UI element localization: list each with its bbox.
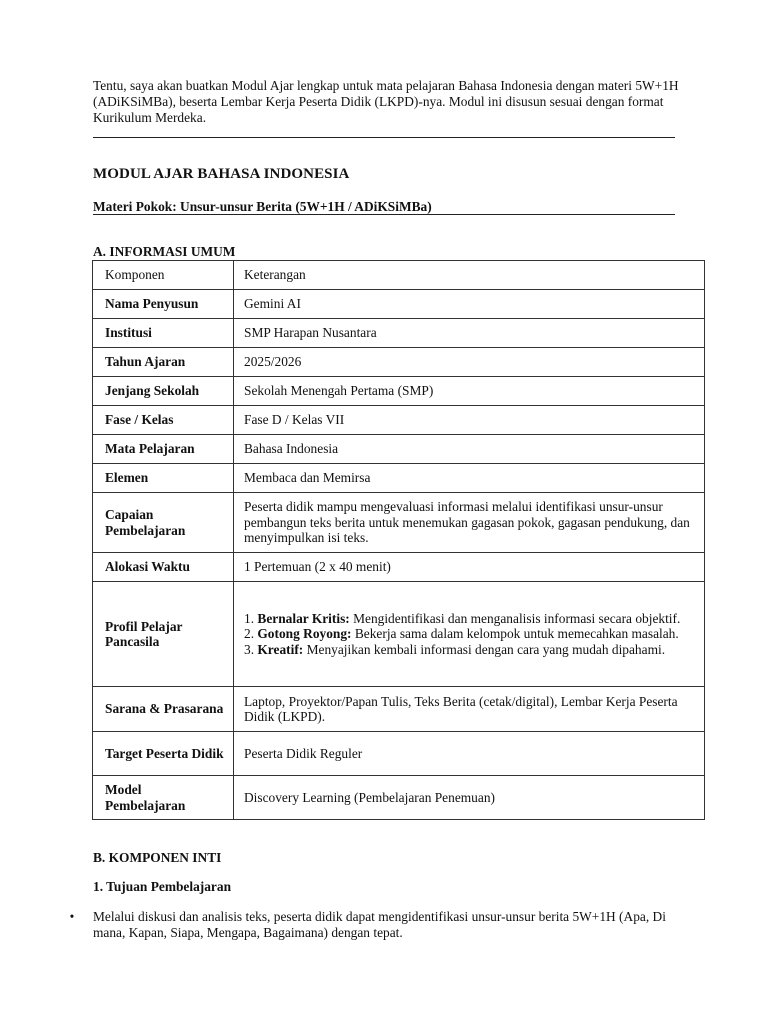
row-label: Alokasi Waktu — [93, 553, 234, 582]
table-header-row — [93, 261, 705, 290]
table-row — [93, 319, 705, 348]
table-row — [93, 464, 705, 493]
table-row — [93, 553, 705, 582]
table-row — [93, 493, 705, 553]
table-row — [93, 732, 705, 776]
intro-paragraph: Tentu, saya akan buatkan Modul Ajar lengkap untuk mata pelajaran Bahasa Indonesia dengan materi 5W+1H (ADiKSiMBa), beserta Lembar Kerja Peserta Didik (LKPD)-nya. Modul ini disusun sesuai dengan format Kurikulum Merdeka. — [93, 78, 679, 125]
row-label: Mata Pelajaran — [93, 435, 234, 464]
profil-list — [234, 582, 705, 687]
row-value: Discovery Learning (Pembelajaran Penemuan) — [234, 776, 705, 820]
row-label: Capaian Pembelajaran — [93, 493, 234, 553]
row-label: Elemen — [93, 464, 234, 493]
section-b-heading: B. KOMPONEN INTI — [93, 850, 222, 865]
table-row-profil — [93, 582, 705, 687]
row-value: Sekolah Menengah Pertama (SMP) — [234, 377, 705, 406]
list-item — [66, 909, 666, 941]
row-label: Tahun Ajaran — [93, 348, 234, 377]
table-row — [93, 348, 705, 377]
row-value: 1 Pertemuan (2 x 40 menit) — [234, 553, 705, 582]
table-row — [93, 776, 705, 820]
section-a-heading: A. INFORMASI UMUM — [93, 244, 236, 259]
table-header-komponen: Komponen — [93, 261, 234, 290]
row-label: Nama Penyusun — [93, 290, 234, 319]
row-label: Sarana & Prasarana — [93, 687, 234, 732]
list-item-text: Melalui diskusi dan analisis teks, peserta didik dapat mengidentifikasi unsur-unsur berita 5W+1H (Apa, Di mana, Kapan, Siapa, Mengapa, Bagaimana) dengan tepat. — [93, 909, 666, 940]
subtitle-underline — [93, 214, 675, 215]
materi-pokok-subtitle: Materi Pokok: Unsur-unsur Berita (5W+1H / ADiKSiMBa) — [93, 199, 432, 214]
row-label: Institusi — [93, 319, 234, 348]
row-value: Membaca dan Memirsa — [234, 464, 705, 493]
document-title: MODUL AJAR BAHASA INDONESIA — [93, 166, 350, 182]
row-label: Model Pembelajaran — [93, 776, 234, 820]
row-value: Bahasa Indonesia — [234, 435, 705, 464]
row-label: Jenjang Sekolah — [93, 377, 234, 406]
horizontal-rule — [93, 137, 675, 138]
table-row — [93, 290, 705, 319]
row-value: Laptop, Proyektor/Papan Tulis, Teks Berita (cetak/digital), Lembar Kerja Peserta Didik (LKPD). — [234, 687, 705, 732]
table-row — [93, 377, 705, 406]
row-label: Fase / Kelas — [93, 406, 234, 435]
table-row — [93, 406, 705, 435]
row-value: 2025/2026 — [234, 348, 705, 377]
profil-item: 3. Kreatif: Menyajikan kembali informasi dengan cara yang mudah dipahami. — [244, 641, 666, 657]
informasi-umum-table — [92, 260, 705, 820]
row-value: SMP Harapan Nusantara — [234, 319, 705, 348]
tujuan-pembelajaran-heading: 1. Tujuan Pembelajaran — [93, 879, 232, 894]
tujuan-list — [66, 909, 666, 941]
row-value: Gemini AI — [234, 290, 705, 319]
table-header-keterangan: Keterangan — [234, 261, 705, 290]
row-label: Profil Pelajar Pancasila — [93, 582, 234, 687]
profil-item: 1. Bernalar Kritis: Mengidentifikasi dan menganalisis informasi secara objektif. — [244, 610, 681, 626]
profil-item: 2. Gotong Royong: Bekerja sama dalam kelompok untuk memecahkan masalah. — [244, 626, 679, 642]
table-row — [93, 687, 705, 732]
bullet-icon: • — [69, 909, 75, 924]
row-value: Peserta didik mampu mengevaluasi informasi melalui identifikasi unsur-unsur pembangun teks berita untuk menemukan gagasan pokok, gagasan pendukung, dan menyimpulkan isi teks. — [234, 493, 705, 553]
row-label: Target Peserta Didik — [93, 732, 234, 776]
table-row — [93, 435, 705, 464]
row-value: Fase D / Kelas VII — [234, 406, 705, 435]
row-value: Peserta Didik Reguler — [234, 732, 705, 776]
